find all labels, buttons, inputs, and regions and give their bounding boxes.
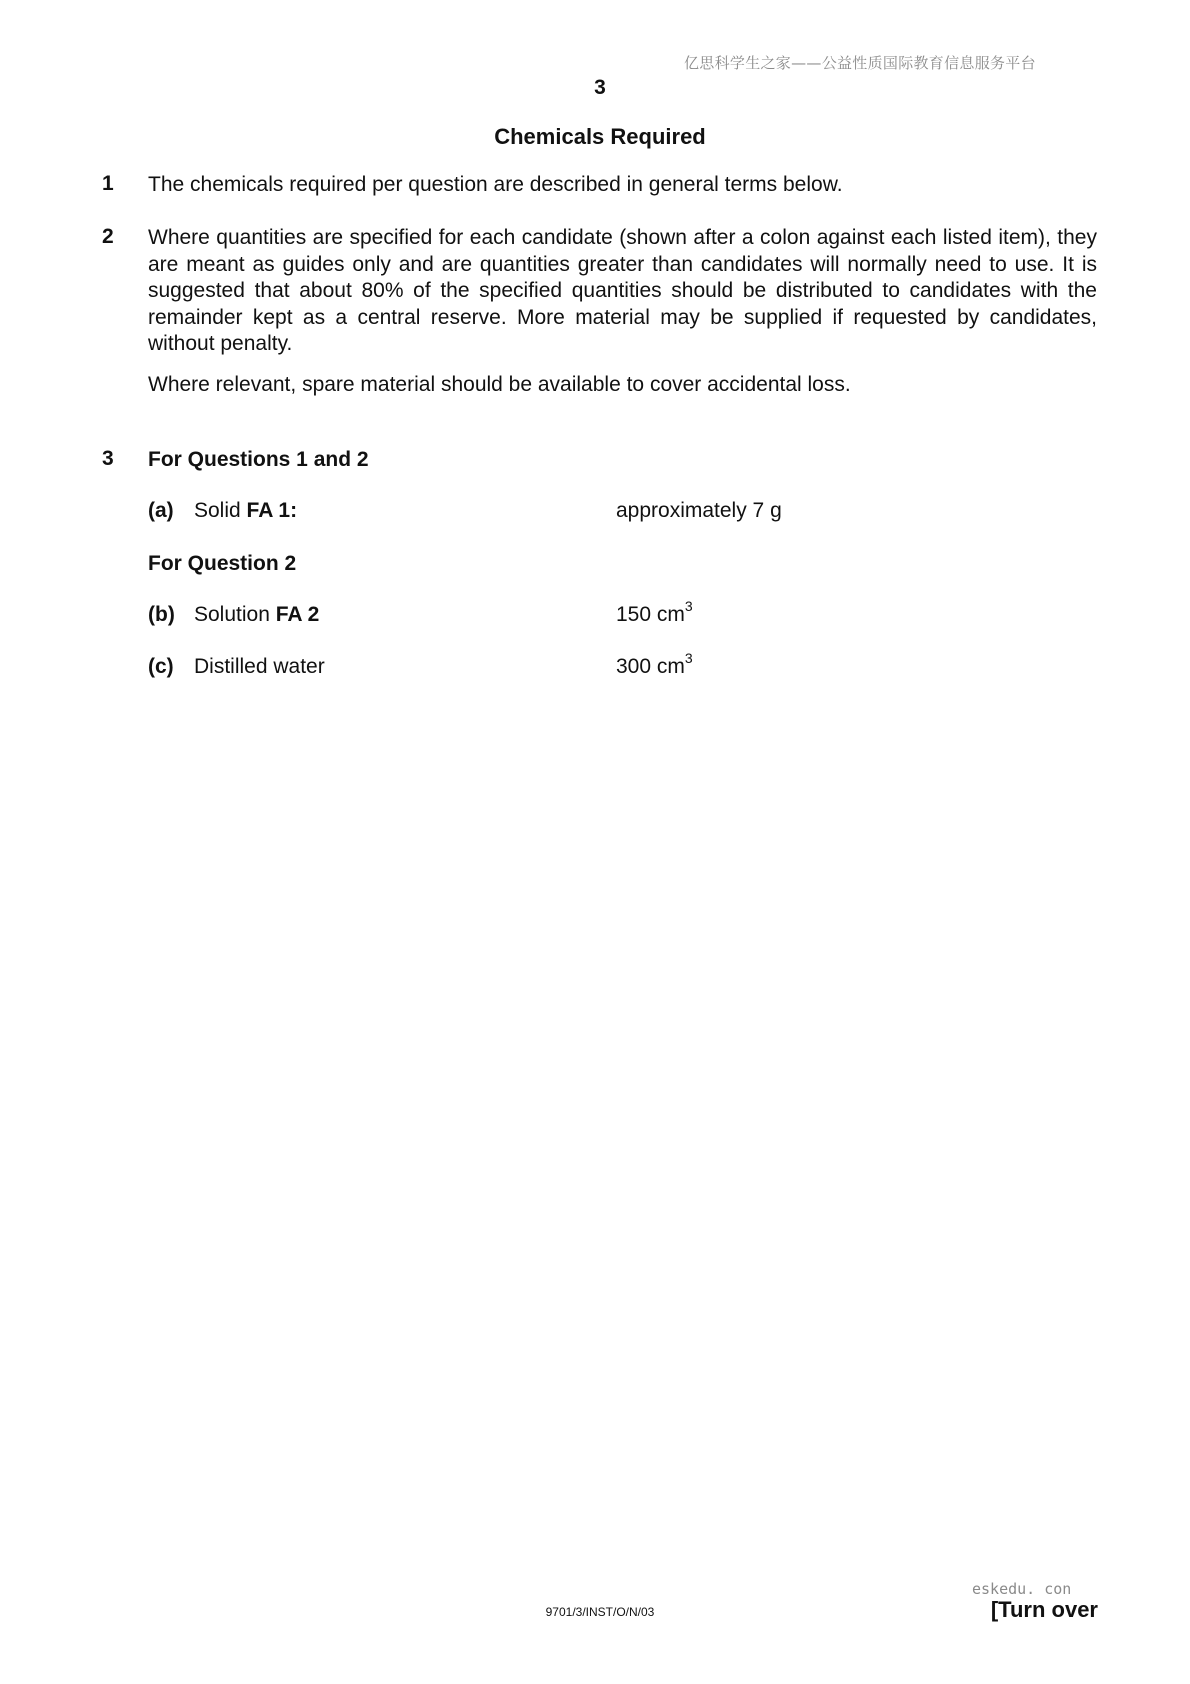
chemical-qty-a: approximately 7 g — [616, 499, 782, 522]
item-number-1: 1 — [102, 172, 114, 195]
watermark-header: 亿思科学生之家——公益性质国际教育信息服务平台 — [684, 54, 1036, 72]
chemical-label-c: Distilled water — [194, 655, 325, 678]
turn-over-label: [Turn over — [990, 1597, 1098, 1622]
chemical-letter-a: (a) — [148, 499, 174, 522]
chemical-qty-c-value: 300 cm — [616, 655, 685, 678]
item-number-3: 3 — [102, 447, 114, 470]
item-text-1: The chemicals required per question are described in general terms below. — [148, 173, 843, 196]
chemical-label-b-code: FA 2 — [275, 603, 320, 626]
page-heading: Chemicals Required — [494, 124, 706, 149]
item-text-2: Where quantities are specified for each candidate (shown after a colon against each listed item), they are meant as guides only and are quantities greater than candidates will normally need to use. It is suggested that about 80% of the specified quantities should be distributed to candidates with the remainder kept as a central reserve. More material may be supplied if requested by candidates, without penalty. — [148, 226, 1097, 355]
document-code: 9701/3/INST/O/N/03 — [545, 1605, 655, 1619]
item-note-2: Where relevant, spare material should be available to cover accidental loss. — [148, 373, 851, 396]
chemical-label-b-prefix: Solution — [194, 603, 270, 626]
item-number-2: 2 — [102, 225, 114, 248]
chemical-label-a-code: FA 1: — [246, 499, 298, 522]
chemical-qty-b-sup: 3 — [684, 598, 693, 614]
chemical-qty-b — [616, 598, 693, 627]
item-title-3: For Questions 1 and 2 — [148, 448, 369, 471]
page-number: 3 — [594, 76, 606, 99]
chemical-qty-c — [616, 650, 693, 679]
chemical-letter-c: (c) — [148, 655, 174, 678]
watermark-footer: eskedu. con — [972, 1580, 1072, 1598]
subheading-question-2: For Question 2 — [148, 552, 297, 575]
chemical-label-b — [194, 603, 319, 627]
chemical-qty-c-sup: 3 — [684, 650, 693, 666]
chemical-letter-b: (b) — [148, 603, 175, 626]
chemical-qty-b-value: 150 cm — [616, 603, 685, 626]
chemical-label-a — [194, 499, 297, 523]
chemical-label-a-prefix: Solid — [194, 499, 241, 522]
